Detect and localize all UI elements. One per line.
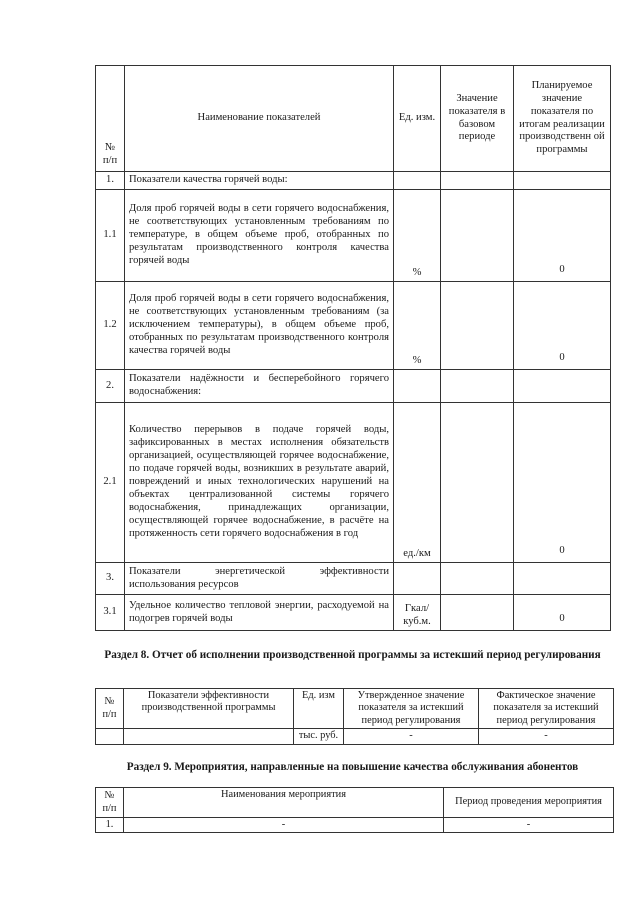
section8-table	[95, 688, 614, 745]
section8-row-approved: -	[344, 729, 479, 744]
table-row	[96, 595, 611, 631]
row-unit: %	[394, 190, 441, 282]
row-base	[441, 403, 514, 563]
header-name: Наименование показателей	[125, 66, 394, 172]
row-plan	[514, 370, 611, 403]
row-name: Доля проб горячей воды в сети горячего водоснабжения, не соответствующих установленным требованиям по температуре, в общем объеме проб, отобранных по результатам производственного контроля качества горячей воды	[125, 190, 394, 282]
row-base	[441, 370, 514, 403]
row-num: 3.	[96, 563, 125, 595]
section9-header-period: Период проведения мероприятия	[444, 788, 614, 818]
row-plan: 0	[514, 403, 611, 563]
row-num: 1.1	[96, 190, 125, 282]
row-name: Доля проб горячей воды в сети горячего водоснабжения, не соответствующих установленным требованиям (за исключением температуры), в общем объеме проб, отобранных по результатам производственного контроля качества горячей воды	[125, 282, 394, 370]
row-unit	[394, 370, 441, 403]
table-row	[96, 370, 611, 403]
section9-row-period: -	[444, 818, 614, 833]
table-row	[96, 403, 611, 563]
row-unit: Гкал/ куб.м.	[394, 595, 441, 631]
row-plan	[514, 563, 611, 595]
indicators-table	[95, 65, 611, 631]
row-name: Количество перерывов в подаче горячей воды, зафиксированных в местах исполнения обязательств организацией, осуществляющей горячее водоснабжение, по подаче горячей воды, возникших в результате аварий, повреждений и иных технологических нарушений на объектах централизованной системы горячего водоснабжения, принадлежащих организации, осуществляющей горячее водоснабжение, в расчёте на протяженность сети горячего водоснабжения в год	[125, 403, 394, 563]
row-unit: ед./км	[394, 403, 441, 563]
section8-header-num: № п/п	[96, 689, 124, 729]
header-num: № п/п	[96, 66, 125, 172]
row-unit	[394, 172, 441, 190]
row-plan: 0	[514, 282, 611, 370]
header-plan: Планируемое значение показателя по итогам реализации производственн ой программы	[514, 66, 611, 172]
section8-header-name: Показатели эффективности производственной программы	[124, 689, 294, 729]
row-base	[441, 172, 514, 190]
row-name: Удельное количество тепловой энергии, расходуемой на подогрев горячей воды	[125, 595, 394, 631]
row-plan: 0	[514, 595, 611, 631]
row-num: 2.	[96, 370, 125, 403]
row-plan: 0	[514, 190, 611, 282]
section8-header-approved: Утвержденное значение показателя за истекший период регулирования	[344, 689, 479, 729]
section9-header-num: № п/п	[96, 788, 124, 818]
row-name: Показатели качества горячей воды:	[125, 172, 394, 190]
row-base	[441, 595, 514, 631]
table-row	[96, 190, 611, 282]
section8-title: Раздел 8. Отчет об исполнении производственной программы за истекший период регулирования	[104, 649, 601, 661]
header-unit: Ед. изм.	[394, 66, 441, 172]
row-name: Показатели энергетической эффективности использования ресурсов	[125, 563, 394, 595]
table-header-row	[96, 66, 611, 172]
section8-row-actual: -	[479, 729, 614, 744]
section9-row-num: 1.	[96, 818, 124, 833]
row-num: 1.2	[96, 282, 125, 370]
row-unit: %	[394, 282, 441, 370]
table-row	[96, 282, 611, 370]
section9-table	[95, 787, 614, 833]
table-row	[96, 818, 614, 833]
row-num: 1.	[96, 172, 125, 190]
section8-row-num	[96, 729, 124, 744]
section9-header-name: Наименования мероприятия	[124, 788, 444, 818]
row-base	[441, 563, 514, 595]
row-name: Показатели надёжности и бесперебойного горячего водоснабжения:	[125, 370, 394, 403]
section8-header-actual: Фактическое значение показателя за истекший период регулирования	[479, 689, 614, 729]
row-num: 2.1	[96, 403, 125, 563]
row-base	[441, 282, 514, 370]
section9-header-row	[96, 788, 614, 818]
table-row	[96, 563, 611, 595]
section9-title: Раздел 9. Мероприятия, направленные на повышение качества обслуживания абонентов	[126, 761, 579, 773]
section8-header-row	[96, 689, 614, 729]
row-plan	[514, 172, 611, 190]
table-row	[96, 172, 611, 190]
section8-row-unit: тыс. руб.	[294, 729, 344, 744]
section9-row-name: -	[124, 818, 444, 833]
row-unit	[394, 563, 441, 595]
section8-header-unit: Ед. изм	[294, 689, 344, 729]
row-num: 3.1	[96, 595, 125, 631]
table-row	[96, 729, 614, 744]
header-base: Значение показателя в базовом периоде	[441, 66, 514, 172]
row-base	[441, 190, 514, 282]
section8-row-name	[124, 729, 294, 744]
